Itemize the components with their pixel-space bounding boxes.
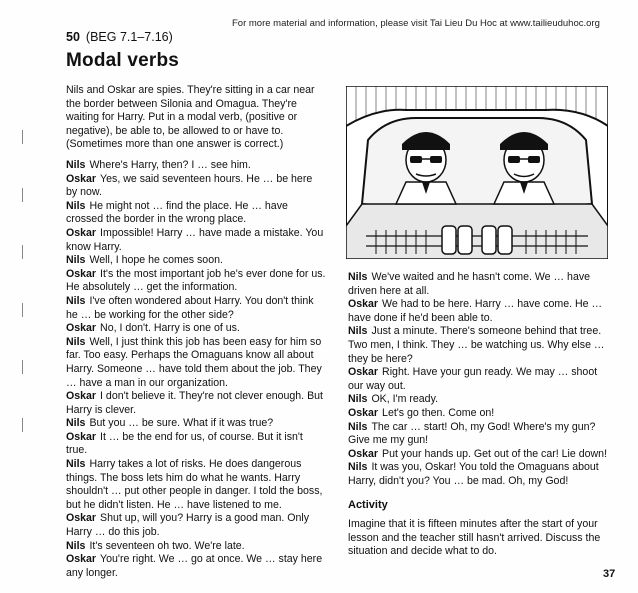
speaker-name: Oskar <box>348 447 379 460</box>
dialogue-text: He might not … find the place. He … have crossed the border in the wrong place. <box>66 199 288 226</box>
dialogue-text: Well, I hope he comes soon. <box>89 254 223 267</box>
speaker-name: Oskar <box>66 390 97 403</box>
speaker-name: Nils <box>66 199 86 212</box>
dialogue-line <box>66 254 326 268</box>
dialogue-line <box>66 431 326 458</box>
dialogue-line <box>66 390 326 417</box>
activity-text: Imagine that it is fifteen minutes after the start of your lesson and the teacher still hasn't arrived. Discuss the situation and decide what to do. <box>348 518 601 558</box>
speaker-name: Oskar <box>348 406 379 419</box>
dialogue-line <box>66 553 326 580</box>
dialogue-text: Let's go then. Come on! <box>382 406 495 419</box>
activity-heading: Activity <box>348 499 388 511</box>
dialogue-line <box>348 421 608 448</box>
speaker-name: Nils <box>66 458 86 471</box>
dialogue-text: Put your hands up. Get out of the car! Lie down! <box>382 447 608 460</box>
unit-heading <box>66 30 173 44</box>
dialogue-text: Where's Harry, then? I … see him. <box>89 159 251 171</box>
speaker-name: Nils <box>348 461 368 474</box>
dialogue-line <box>66 322 326 336</box>
margin-mark <box>22 188 23 202</box>
speaker-name: Nils <box>66 335 86 348</box>
website-note: For more material and information, please visit Tai Lieu Du Hoc at www.tailieuduhoc.org <box>232 18 600 29</box>
dialogue-line <box>348 325 608 366</box>
dialogue-text: We had to be here. Harry … have come. He … have done if he'd been able to. <box>348 298 603 324</box>
dialogue-line <box>66 173 326 200</box>
dialogue-line <box>66 200 326 227</box>
dialogue-text: It … be the end for us, of course. But it isn't true. <box>66 430 303 457</box>
dialogue-line <box>66 159 326 173</box>
speaker-name: Oskar <box>348 298 379 311</box>
unit-number: 50 <box>66 30 80 44</box>
speaker-name: Nils <box>66 159 86 171</box>
dialogue-text: No, I don't. Harry is one of us. <box>100 322 240 335</box>
dialogue-line <box>66 512 326 539</box>
speaker-name: Nils <box>348 325 368 338</box>
dialogue-text: Shut up, will you? Harry is a good man. Only Harry … do this job. <box>66 512 310 539</box>
speaker-name: Oskar <box>66 430 97 443</box>
dialogue-line <box>66 295 326 322</box>
dialogue-line <box>348 461 608 488</box>
speaker-name: Oskar <box>66 172 97 185</box>
dialogue-line <box>66 268 326 295</box>
dialogue-line <box>66 540 326 554</box>
speaker-name: Oskar <box>66 553 97 566</box>
car-spies-illustration <box>346 86 608 259</box>
dialogue-left-column <box>66 159 326 580</box>
dialogue-text: Yes, we said seventeen hours. He … be here by now. <box>66 172 313 199</box>
dialogue-line <box>348 271 608 298</box>
unit-reference: (BEG 7.1–7.16) <box>85 30 173 44</box>
dialogue-text: I don't believe it. They're not clever enough. But Harry is clever. <box>66 390 323 416</box>
speaker-name: Nils <box>66 539 86 552</box>
page-number: 37 <box>603 568 616 580</box>
dialogue-text: Right. Have your gun ready. We may … shoot our way out. <box>348 366 598 392</box>
margin-mark <box>22 245 23 259</box>
speaker-name: Oskar <box>66 322 97 335</box>
dialogue-line <box>348 366 608 393</box>
speaker-name: Oskar <box>66 267 97 280</box>
intro-paragraph: Nils and Oskar are spies. They're sitting in a car near the border between Silonia and Omagua. They're waiting for Harry. Put in a modal verb, (positive or negative), be able to, be allowed to or have to. (Sometimes more than one answer is correct.) <box>66 84 315 151</box>
dialogue-text: OK, I'm ready. <box>371 393 439 406</box>
dialogue-text: You're right. We … go at once. We … stay here any longer. <box>66 553 323 579</box>
speaker-name: Nils <box>66 417 86 430</box>
margin-mark <box>22 303 23 317</box>
dialogue-text: Just a minute. There's someone behind that tree. Two men, I think. They … be watching us. Why else … they be here? <box>348 325 605 365</box>
dialogue-text: Impossible! Harry … have made a mistake. You know Harry. <box>66 226 324 253</box>
speaker-name: Nils <box>348 393 368 406</box>
dialogue-text: It's the most important job he's ever done for us. He absolutely … get the information. <box>66 267 326 294</box>
dialogue-text: Harry takes a lot of risks. He does dangerous things. The boss lets him do what he wants. Harry shouldn't … put other people in danger. I told the boss, but he didn't listen. He … have listened to me. <box>66 458 323 511</box>
speaker-name: Nils <box>66 254 86 267</box>
speaker-name: Oskar <box>348 366 379 379</box>
dialogue-text: Well, I just think this job has been easy for him so far. Too easy. Perhaps the Omaguans know all about Harry. Someone … have told them about the job. They … have a man in our organization. <box>66 335 322 389</box>
dialogue-text: I've often wondered about Harry. You don't think he … be working for the other side? <box>66 294 314 321</box>
dialogue-line <box>66 336 326 390</box>
margin-mark <box>22 360 23 374</box>
dialogue-line <box>66 458 326 512</box>
margin-mark <box>22 418 23 432</box>
speaker-name: Nils <box>348 420 368 433</box>
dialogue-line <box>348 393 608 407</box>
dialogue-text: We've waited and he hasn't come. We … have driven here at all. <box>348 271 591 297</box>
dialogue-text: But you … be sure. What if it was true? <box>89 417 274 430</box>
speaker-name: Oskar <box>66 512 97 525</box>
dialogue-line <box>348 448 608 462</box>
dialogue-line <box>66 417 326 431</box>
speaker-name: Oskar <box>66 226 97 239</box>
dialogue-right-column <box>348 271 608 489</box>
speaker-name: Nils <box>348 271 368 283</box>
margin-mark <box>22 130 23 144</box>
dialogue-text: It's seventeen oh two. We're late. <box>89 539 245 552</box>
dialogue-text: It was you, Oskar! You told the Omaguans about Harry, didn't you? You … be mad. Oh, my God! <box>348 461 599 487</box>
dialogue-line <box>66 227 326 254</box>
page-title: Modal verbs <box>66 50 180 71</box>
dialogue-line <box>348 407 608 421</box>
speaker-name: Nils <box>66 294 86 307</box>
dialogue-line <box>348 298 608 325</box>
dialogue-text: The car … start! Oh, my God! Where's my gun? Give me my gun! <box>348 420 596 447</box>
